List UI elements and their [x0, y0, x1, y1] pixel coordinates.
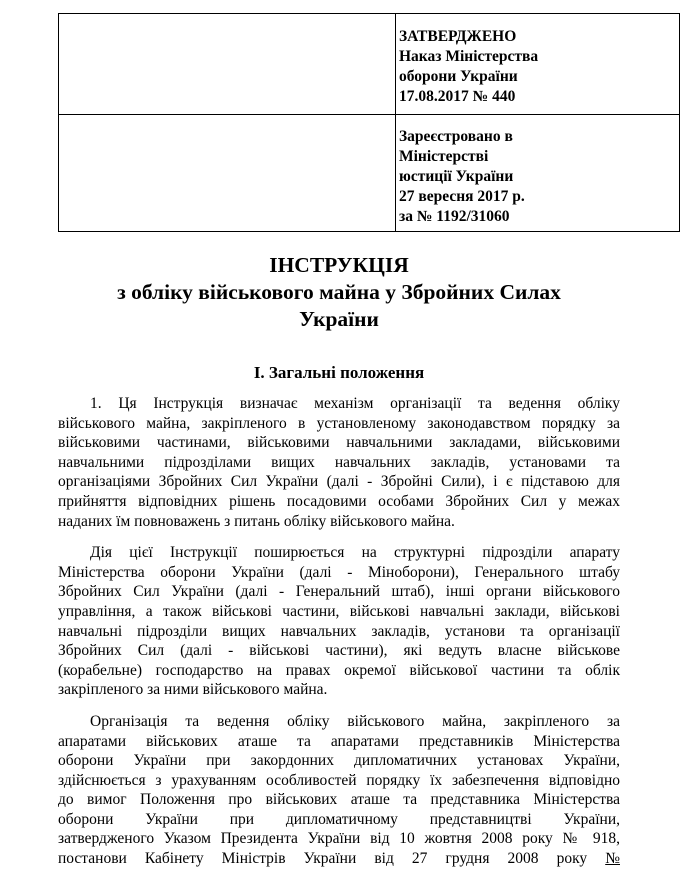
paragraph-line: Дія цієї Інструкції поширюється на структурні підрозділи апарату [90, 544, 620, 562]
paragraph-line: управління, а також військові частини, військові навчальні заклади, військові [58, 602, 620, 620]
registration-cell [396, 115, 680, 232]
paragraph-line: Міністерства оборони України (далі - Міноборони), Генерального штабу [58, 563, 620, 581]
paragraph-line: закріпленого за ними військового майна. [58, 681, 328, 699]
paragraph-line: до вимог Положення про військових аташе та представника Міністерства [58, 791, 620, 809]
paragraph [58, 394, 620, 531]
paragraph-line: затвердженого Указом Президента України від 10 жовтня 2008 року № 918, [58, 830, 620, 848]
paragraph-line: Збройних Сил України (далі - Генеральний штаб), інші органи військового [58, 583, 620, 601]
document-body [58, 394, 620, 881]
paragraph-line: (корабельне) господарство на правах окремої військової частини та облік [58, 661, 620, 679]
registration-line: Міністерстві [399, 148, 489, 165]
document-title-line: ІНСТРУКЦІЯ [269, 253, 409, 277]
approval-line: ЗАТВЕРДЖЕНО [399, 28, 517, 45]
paragraph-line: 1. Ця Інструкція визначає механізм організації та ведення обліку [90, 395, 620, 412]
header-empty-cell [59, 115, 396, 232]
registration-stamp [396, 115, 679, 227]
header-row-registration [59, 115, 680, 232]
paragraph-line: Організація та ведення обліку військового майна, закріпленого за [90, 712, 620, 730]
paragraph-line: Збройних Сил (далі - військові частини), які ведуть власне військове [58, 642, 620, 660]
registration-line: 27 вересня 2017 р. [399, 188, 525, 205]
paragraph-line: організаціями Збройних Сил України (далі - Збройні Сили), і є підставою для [58, 473, 620, 491]
approval-line: 17.08.2017 № 440 [399, 88, 516, 105]
paragraph-line: оборони України при дипломатичному представництві України, [58, 810, 620, 828]
paragraph-line: оборони України при закордонних дипломатичних установах України, [58, 752, 620, 770]
document-number-link[interactable]: № [605, 850, 620, 868]
header-empty-cell [59, 14, 396, 115]
paragraph-line: військовими частинами, військовими навчальними закладами, військовими [58, 434, 620, 452]
approval-stamp [396, 14, 679, 107]
paragraph-line: наданих їм повноважень з питань обліку військового майна. [58, 512, 455, 530]
paragraph-line: навчальні підрозділи вищих навчальних закладів, установи та організації [58, 622, 620, 640]
paragraph [58, 712, 620, 869]
header-table [58, 13, 680, 232]
registration-line: юстиції України [399, 168, 514, 185]
paragraph-line: військового майна, закріпленого в установленому законодавством порядку за [58, 414, 620, 432]
approval-line: оборони України [399, 68, 518, 85]
paragraph-line-text: постанови Кабінету Міністрів України від 27 грудня 2008 року [58, 850, 588, 868]
paragraph [58, 543, 620, 700]
section-heading: І. Загальні положення [253, 363, 425, 382]
approval-line: Наказ Міністерства [399, 48, 539, 65]
paragraph-line: навчальними підрозділами вищих навчальних закладів, установами та [58, 453, 620, 471]
paragraph-line: прийняття відповідних рішень посадовими особами Збройних Сил у межах [58, 492, 620, 510]
registration-line: Зареєстровано в [399, 128, 513, 145]
paragraph-line: апаратами військових аташе та апаратами представників Міністерства [58, 732, 620, 750]
document-title-line: України [299, 307, 379, 331]
registration-line: за № 1192/31060 [399, 208, 510, 225]
paragraph-line: здійснюється з урахуванням особливостей порядку їх забезпечення відповідно [58, 771, 620, 789]
header-row-approval [59, 14, 680, 115]
approval-cell [396, 14, 680, 115]
document-title-line: з обліку військового майна у Збройних Силах [117, 280, 561, 304]
paragraph-line-with-link [58, 849, 620, 869]
document-title [58, 252, 620, 333]
